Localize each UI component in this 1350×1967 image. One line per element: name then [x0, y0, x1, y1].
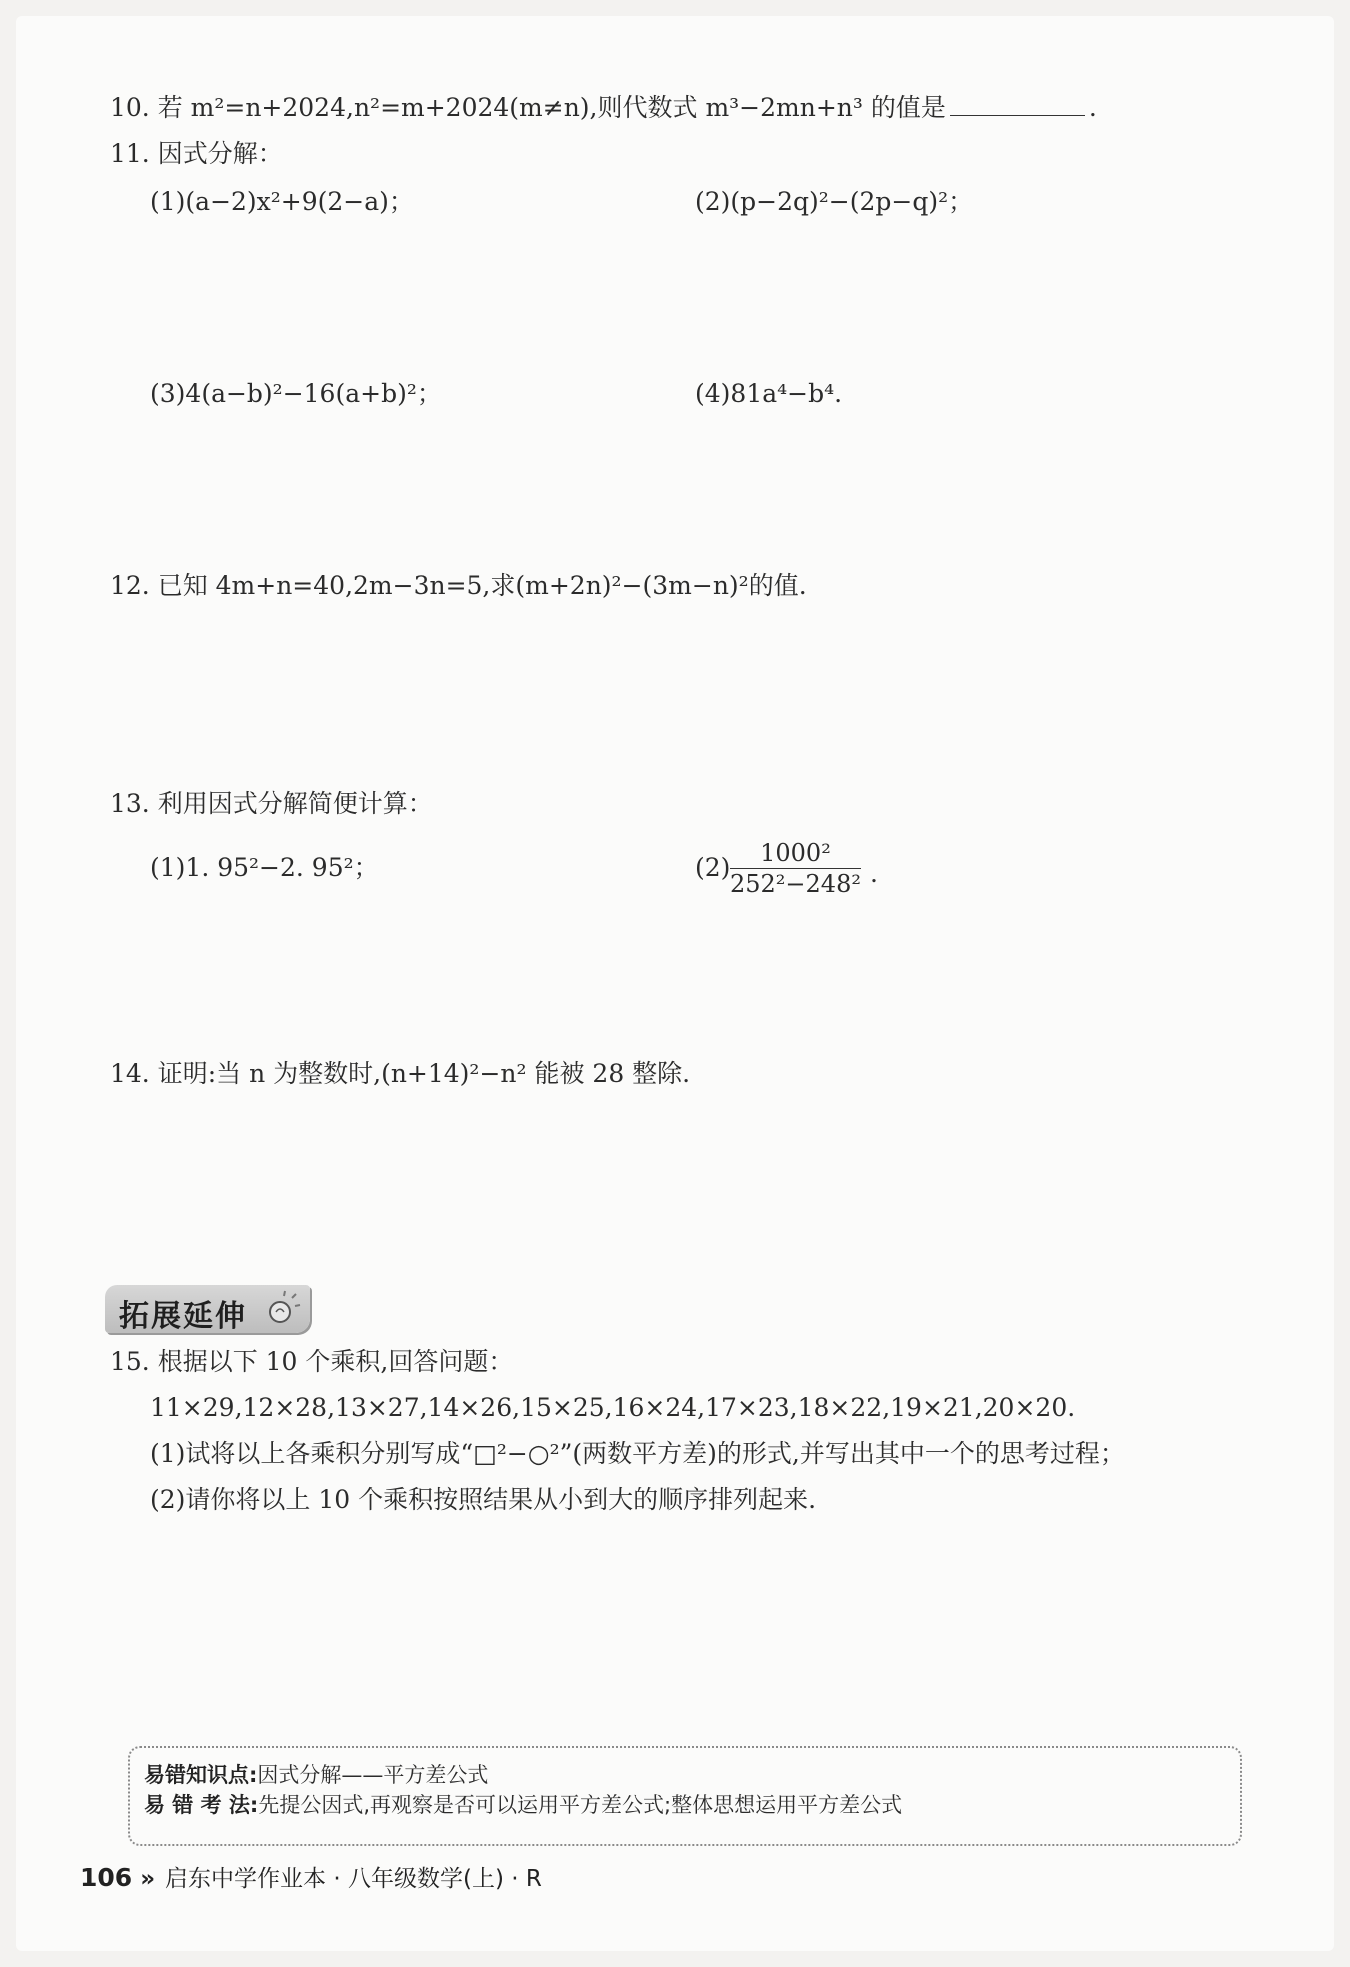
question-10-text: 10. 若 m²=n+2024,n²=m+2024(m≠n),则代数式 m³−2mn+n³ 的值是: [110, 93, 946, 122]
question-14: 14. 证明:当 n 为整数时,(n+14)²−n² 能被 28 整除.: [110, 1059, 691, 1088]
chevron-icon: »: [140, 1866, 156, 1892]
question-10: [110, 92, 1097, 124]
question-15-products: 11×29,12×28,13×27,14×26,15×25,16×24,17×23,18×22,19×21,20×20.: [150, 1393, 1076, 1422]
question-11-part-4: (4)81a⁴−b⁴.: [695, 379, 843, 408]
question-15-part-1: (1)试将以上各乘积分别写成“□²−○²”(两数平方差)的形式,并写出其中一个的思考过程；: [150, 1439, 1125, 1468]
note-knowledge-point: 易错知识点:因式分解——平方差公式: [144, 1763, 489, 1787]
fraction-numerator: 1000²: [730, 838, 861, 869]
question-13-fraction: [730, 838, 861, 899]
question-13-part-2-end: .: [870, 859, 878, 888]
question-11-part-2: (2)(p−2q)²−(2p−q)²；: [695, 187, 974, 216]
page-footer: [80, 1860, 542, 1893]
question-13-title: 13. 利用因式分解简便计算：: [110, 789, 433, 818]
question-13-part-1: (1)1. 95²−2. 95²；: [150, 853, 379, 882]
question-10-end: .: [1088, 93, 1097, 122]
note-error-method: 易 错 考 法:先提公因式,再观察是否可以运用平方差公式;整体思想运用平方差公式: [144, 1793, 903, 1817]
question-15-part-2: (2)请你将以上 10 个乘积按照结果从小到大的顺序排列起来.: [150, 1485, 817, 1514]
book-title: 启东中学作业本 · 八年级数学(上) · R: [165, 1866, 542, 1892]
question-12: 12. 已知 4m+n=40,2m−3n=5,求(m+2n)²−(3m−n)²的值.: [110, 571, 807, 600]
fraction-denominator: 252²−248²: [730, 870, 861, 898]
question-11-title: 11. 因式分解：: [110, 139, 283, 168]
section-title: 拓展延伸: [119, 1299, 247, 1334]
page-number: 106: [80, 1863, 133, 1892]
question-11-part-3: (3)4(a−b)²−16(a+b)²；: [150, 379, 442, 408]
question-13-part-2-label: (2): [695, 853, 731, 882]
question-11-part-1: (1)(a−2)x²+9(2−a)；: [150, 187, 414, 216]
worksheet-page: [16, 16, 1334, 1951]
answer-blank[interactable]: [950, 93, 1085, 116]
lightbulb-icon: [262, 1290, 302, 1330]
error-notes-box: [128, 1746, 1242, 1846]
question-15-title: 15. 根据以下 10 个乘积,回答问题：: [110, 1347, 514, 1376]
